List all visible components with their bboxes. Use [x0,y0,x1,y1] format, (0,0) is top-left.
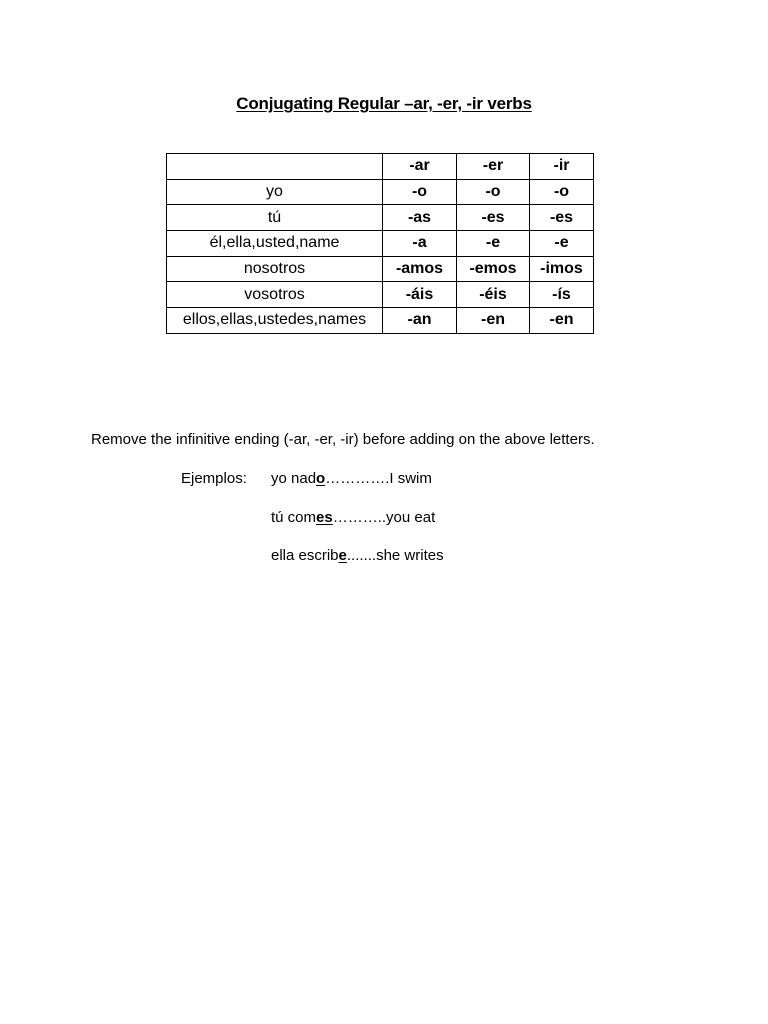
table-row [167,308,594,334]
ending-cell-ar: -as [383,205,457,231]
table-row [167,179,594,205]
ending-cell-er: -o [457,179,530,205]
ending-cell-ar: -an [383,308,457,334]
pronoun-cell: él,ella,usted,name [167,231,383,257]
header-cell-blank [167,154,383,180]
example-stem: ella escrib [271,547,339,564]
example-dots: …………. [325,470,390,487]
ending-cell-ar: -amos [383,256,457,282]
table-row [167,256,594,282]
pronoun-cell: vosotros [167,282,383,308]
examples-label: Ejemplos: [181,470,247,487]
ending-cell-ir: -es [530,205,594,231]
page-title: Conjugating Regular –ar, -er, -ir verbs [236,94,532,113]
ending-cell-er: -e [457,231,530,257]
ending-cell-ar: -áis [383,282,457,308]
ending-cell-er: -es [457,205,530,231]
pronoun-cell: ellos,ellas,ustedes,names [167,308,383,334]
ending-cell-ir: -imos [530,256,594,282]
table-header-row [167,154,594,180]
ending-cell-ir: -ís [530,282,594,308]
table-row [167,231,594,257]
pronoun-cell: nosotros [167,256,383,282]
example-meaning: I swim [389,470,432,487]
header-cell-er: -er [457,154,530,180]
example-meaning: she writes [376,547,444,564]
example-dots: ……….. [332,509,387,526]
header-cell-ar: -ar [383,154,457,180]
ending-cell-ir: -en [530,308,594,334]
example-ending: o [316,470,326,487]
ending-cell-er: -en [457,308,530,334]
example-stem: tú com [271,509,317,526]
example-line [271,470,432,487]
ending-cell-er: -emos [457,256,530,282]
example-ending: e [338,547,347,564]
ending-cell-ar: -o [383,179,457,205]
example-ending: es [316,509,333,526]
example-meaning: you eat [386,509,436,526]
ending-cell-ir: -o [530,179,594,205]
pronoun-cell: yo [167,179,383,205]
header-cell-ir: -ir [530,154,594,180]
instruction-text: Remove the infinitive ending (-ar, -er, -ir) before adding on the above letters. [91,431,595,448]
ending-cell-er: -éis [457,282,530,308]
conjugation-table [166,153,594,334]
table-row [167,205,594,231]
example-line [271,547,444,564]
example-line [271,509,435,526]
ending-cell-ir: -e [530,231,594,257]
example-stem: yo nad [271,470,317,487]
example-dots: ....... [346,547,377,564]
pronoun-cell: tú [167,205,383,231]
ending-cell-ar: -a [383,231,457,257]
table-row [167,282,594,308]
